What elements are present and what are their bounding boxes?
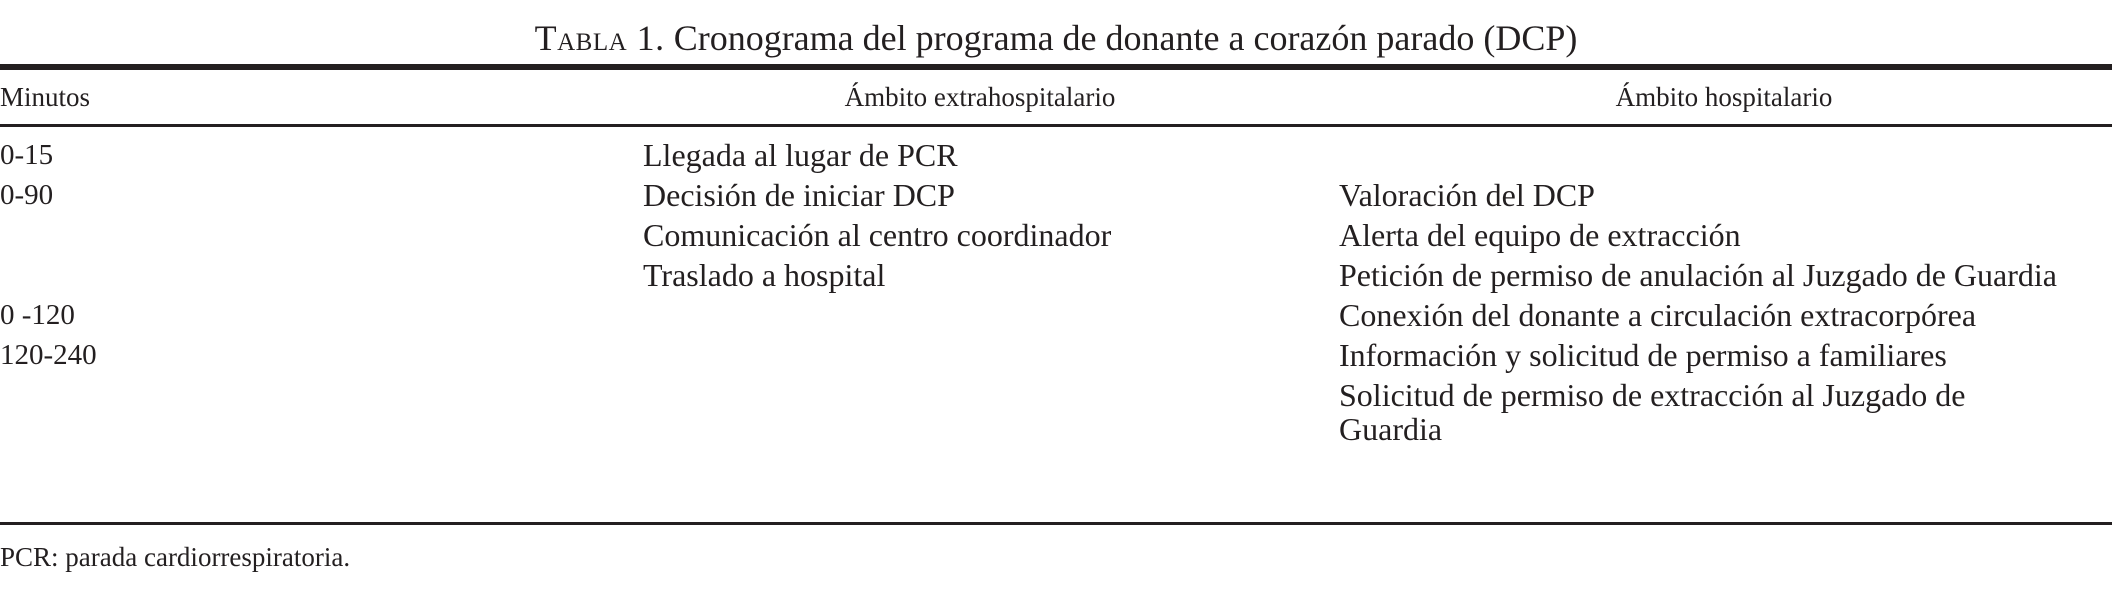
cell-minutes: 0-15 [0, 139, 54, 171]
cell-minutes [0, 218, 643, 258]
header-extrahospital: Ámbito extrahospitalario [844, 82, 1116, 112]
cell-hospital: Solicitud de permiso de extracción al Juzgado de Guardia [1339, 377, 1966, 447]
cell-minutes: 0-90 [0, 179, 54, 211]
table-caption-text: Cronograma del programa de donante a corazón parado (DCP) [673, 18, 1578, 58]
cell-extrahospital: Traslado a hospital [643, 257, 886, 293]
cell-hospital: Alerta del equipo de extracción [1339, 217, 1741, 253]
cell-extrahospital [643, 378, 1339, 452]
table-footnote: PCR: parada cardiorrespiratoria. [0, 542, 351, 572]
table-row [0, 378, 2112, 452]
cell-hospital: Conexión del donante a circulación extracorpórea [1339, 297, 1977, 333]
table-row [0, 178, 2112, 218]
cell-hospital: Petición de permiso de anulación al Juzgado de Guardia [1339, 257, 2057, 293]
table-row [0, 138, 2112, 178]
top-rule [0, 64, 2112, 70]
cell-minutes [0, 258, 643, 298]
cell-minutes: 0 -120 [0, 299, 75, 331]
bottom-rule [0, 522, 2112, 525]
cell-hospital: Información y solicitud de permiso a familiares [1339, 337, 1947, 373]
cell-minutes: 120-240 [0, 339, 97, 371]
cell-hospital [1339, 138, 2112, 178]
header-hospital: Ámbito hospitalario [1615, 82, 1833, 112]
table-caption-label: Tabla 1. [534, 18, 665, 58]
cell-extrahospital: Comunicación al centro coordinador [643, 217, 1112, 253]
header-minutes: Minutos [0, 82, 91, 112]
cell-extrahospital [643, 298, 1339, 338]
header-rule [0, 124, 2112, 127]
cell-extrahospital: Decisión de iniciar DCP [643, 177, 955, 213]
table-row [0, 298, 2112, 338]
table-row [0, 218, 2112, 258]
table-caption [0, 16, 2112, 60]
cell-hospital: Valoración del DCP [1339, 177, 1595, 213]
table-body [0, 138, 2112, 452]
cell-extrahospital: Llegada al lugar de PCR [643, 137, 958, 173]
cell-minutes [0, 378, 643, 452]
table-row [0, 338, 2112, 378]
cell-extrahospital [643, 338, 1339, 378]
table-row [0, 258, 2112, 298]
